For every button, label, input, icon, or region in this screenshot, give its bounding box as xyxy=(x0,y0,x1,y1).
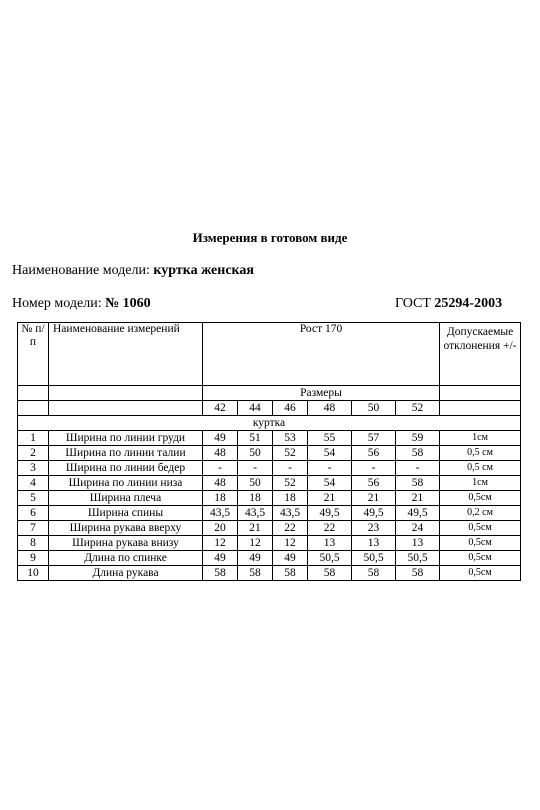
value-cell: 49 xyxy=(203,551,238,566)
sizes-label-row xyxy=(18,386,521,401)
value-cell: 13 xyxy=(308,536,352,551)
value-cell: 52 xyxy=(273,476,308,491)
garment-label: куртка xyxy=(18,416,521,431)
empty-cell xyxy=(49,386,203,401)
value-cell: 58 xyxy=(238,566,273,581)
value-cell: - xyxy=(273,461,308,476)
row-number-cell: 8 xyxy=(18,536,49,551)
value-cell: 49 xyxy=(273,551,308,566)
value-cell: 43,5 xyxy=(238,506,273,521)
value-cell: 56 xyxy=(352,476,396,491)
size-cell: 44 xyxy=(238,401,273,416)
value-cell: 50,5 xyxy=(308,551,352,566)
measurement-name-cell: Ширина спины xyxy=(49,506,203,521)
row-number-cell: 6 xyxy=(18,506,49,521)
value-cell: 21 xyxy=(352,491,396,506)
empty-cell xyxy=(49,401,203,416)
value-cell: 53 xyxy=(273,431,308,446)
table-row xyxy=(18,551,521,566)
value-cell: 49,5 xyxy=(352,506,396,521)
value-cell: 58 xyxy=(396,446,440,461)
table-row xyxy=(18,521,521,536)
tolerance-cell: 0,2 см xyxy=(440,506,521,521)
garment-row xyxy=(18,416,521,431)
value-cell: - xyxy=(203,461,238,476)
value-cell: - xyxy=(352,461,396,476)
value-cell: 21 xyxy=(396,491,440,506)
model-name-line xyxy=(12,263,254,279)
value-cell: 55 xyxy=(308,431,352,446)
row-number-cell: 4 xyxy=(18,476,49,491)
measurement-name-cell: Ширина по линии талии xyxy=(49,446,203,461)
value-cell: 43,5 xyxy=(203,506,238,521)
row-number-cell: 7 xyxy=(18,521,49,536)
table-row xyxy=(18,506,521,521)
size-cell: 52 xyxy=(396,401,440,416)
size-cell: 42 xyxy=(203,401,238,416)
document-title: Измерения в готовом виде xyxy=(192,230,348,245)
value-cell: 58 xyxy=(203,566,238,581)
size-cell: 46 xyxy=(273,401,308,416)
model-number-value: № 1060 xyxy=(105,296,151,311)
empty-cell xyxy=(18,401,49,416)
measurement-name-cell: Длина по спинке xyxy=(49,551,203,566)
value-cell: 58 xyxy=(308,566,352,581)
value-cell: 58 xyxy=(396,476,440,491)
col-header-name: Наименование измерений xyxy=(49,323,203,386)
measurement-name-cell: Ширина по линии бедер xyxy=(49,461,203,476)
value-cell: 50,5 xyxy=(396,551,440,566)
value-cell: 43,5 xyxy=(273,506,308,521)
table-row xyxy=(18,461,521,476)
value-cell: 18 xyxy=(203,491,238,506)
table-row xyxy=(18,491,521,506)
value-cell: 51 xyxy=(238,431,273,446)
value-cell: 54 xyxy=(308,446,352,461)
row-number-cell: 9 xyxy=(18,551,49,566)
empty-cell xyxy=(440,401,521,416)
measurement-name-cell: Ширина по линии груди xyxy=(49,431,203,446)
value-cell: 48 xyxy=(203,446,238,461)
tolerance-cell: 0,5см xyxy=(440,491,521,506)
measurements-table xyxy=(17,322,521,581)
table-row xyxy=(18,536,521,551)
value-cell: 48 xyxy=(203,476,238,491)
table-row xyxy=(18,431,521,446)
gost-line xyxy=(395,296,502,312)
model-number-label: Номер модели: xyxy=(12,296,102,311)
sizes-label: Размеры xyxy=(203,386,440,401)
value-cell: 58 xyxy=(396,566,440,581)
value-cell: 21 xyxy=(238,521,273,536)
tolerance-cell: 0,5см xyxy=(440,551,521,566)
gost-label: ГОСТ xyxy=(395,296,431,311)
table-row xyxy=(18,446,521,461)
value-cell: 13 xyxy=(352,536,396,551)
measurement-name-cell: Длина рукава xyxy=(49,566,203,581)
value-cell: 21 xyxy=(308,491,352,506)
tolerance-cell: 1см xyxy=(440,476,521,491)
gost-value: 25294-2003 xyxy=(434,296,503,311)
value-cell: 22 xyxy=(308,521,352,536)
value-cell: 13 xyxy=(396,536,440,551)
model-name-value: куртка женская xyxy=(153,263,254,278)
value-cell: 52 xyxy=(273,446,308,461)
row-number-cell: 2 xyxy=(18,446,49,461)
sizes-row xyxy=(18,401,521,416)
size-cell: 50 xyxy=(352,401,396,416)
table-row xyxy=(18,476,521,491)
value-cell: 12 xyxy=(203,536,238,551)
row-number-cell: 3 xyxy=(18,461,49,476)
row-number-cell: 1 xyxy=(18,431,49,446)
tolerance-cell: 0,5см xyxy=(440,566,521,581)
value-cell: 12 xyxy=(273,536,308,551)
row-number-cell: 5 xyxy=(18,491,49,506)
tolerance-cell: 0,5см xyxy=(440,536,521,551)
empty-cell xyxy=(18,386,49,401)
value-cell: 24 xyxy=(396,521,440,536)
value-cell: 57 xyxy=(352,431,396,446)
table-header-row xyxy=(18,323,521,386)
value-cell: - xyxy=(396,461,440,476)
value-cell: - xyxy=(238,461,273,476)
value-cell: 22 xyxy=(273,521,308,536)
measurement-name-cell: Ширина по линии низа xyxy=(49,476,203,491)
value-cell: 49,5 xyxy=(396,506,440,521)
value-cell: - xyxy=(308,461,352,476)
model-number-line xyxy=(12,296,151,312)
measurement-name-cell: Ширина рукава вверху xyxy=(49,521,203,536)
value-cell: 54 xyxy=(308,476,352,491)
model-name-label: Наименование модели: xyxy=(12,263,150,278)
value-cell: 20 xyxy=(203,521,238,536)
value-cell: 49 xyxy=(238,551,273,566)
value-cell: 12 xyxy=(238,536,273,551)
col-header-number: № п/п xyxy=(18,323,49,386)
size-cell: 48 xyxy=(308,401,352,416)
value-cell: 50 xyxy=(238,446,273,461)
value-cell: 59 xyxy=(396,431,440,446)
col-header-height: Рост 170 xyxy=(203,323,440,386)
value-cell: 49,5 xyxy=(308,506,352,521)
tolerance-cell: 0,5см xyxy=(440,521,521,536)
value-cell: 50,5 xyxy=(352,551,396,566)
value-cell: 56 xyxy=(352,446,396,461)
empty-cell xyxy=(440,386,521,401)
measurement-name-cell: Ширина рукава внизу xyxy=(49,536,203,551)
value-cell: 58 xyxy=(352,566,396,581)
value-cell: 18 xyxy=(273,491,308,506)
tolerance-cell: 0,5 см xyxy=(440,461,521,476)
row-number-cell: 10 xyxy=(18,566,49,581)
tolerance-cell: 0,5 см xyxy=(440,446,521,461)
tolerance-cell: 1см xyxy=(440,431,521,446)
col-header-tolerance: Допускаемые отклонения +/- xyxy=(440,323,521,386)
value-cell: 50 xyxy=(238,476,273,491)
value-cell: 49 xyxy=(203,431,238,446)
measurement-name-cell: Ширина плеча xyxy=(49,491,203,506)
value-cell: 23 xyxy=(352,521,396,536)
table-row xyxy=(18,566,521,581)
value-cell: 18 xyxy=(238,491,273,506)
value-cell: 58 xyxy=(273,566,308,581)
